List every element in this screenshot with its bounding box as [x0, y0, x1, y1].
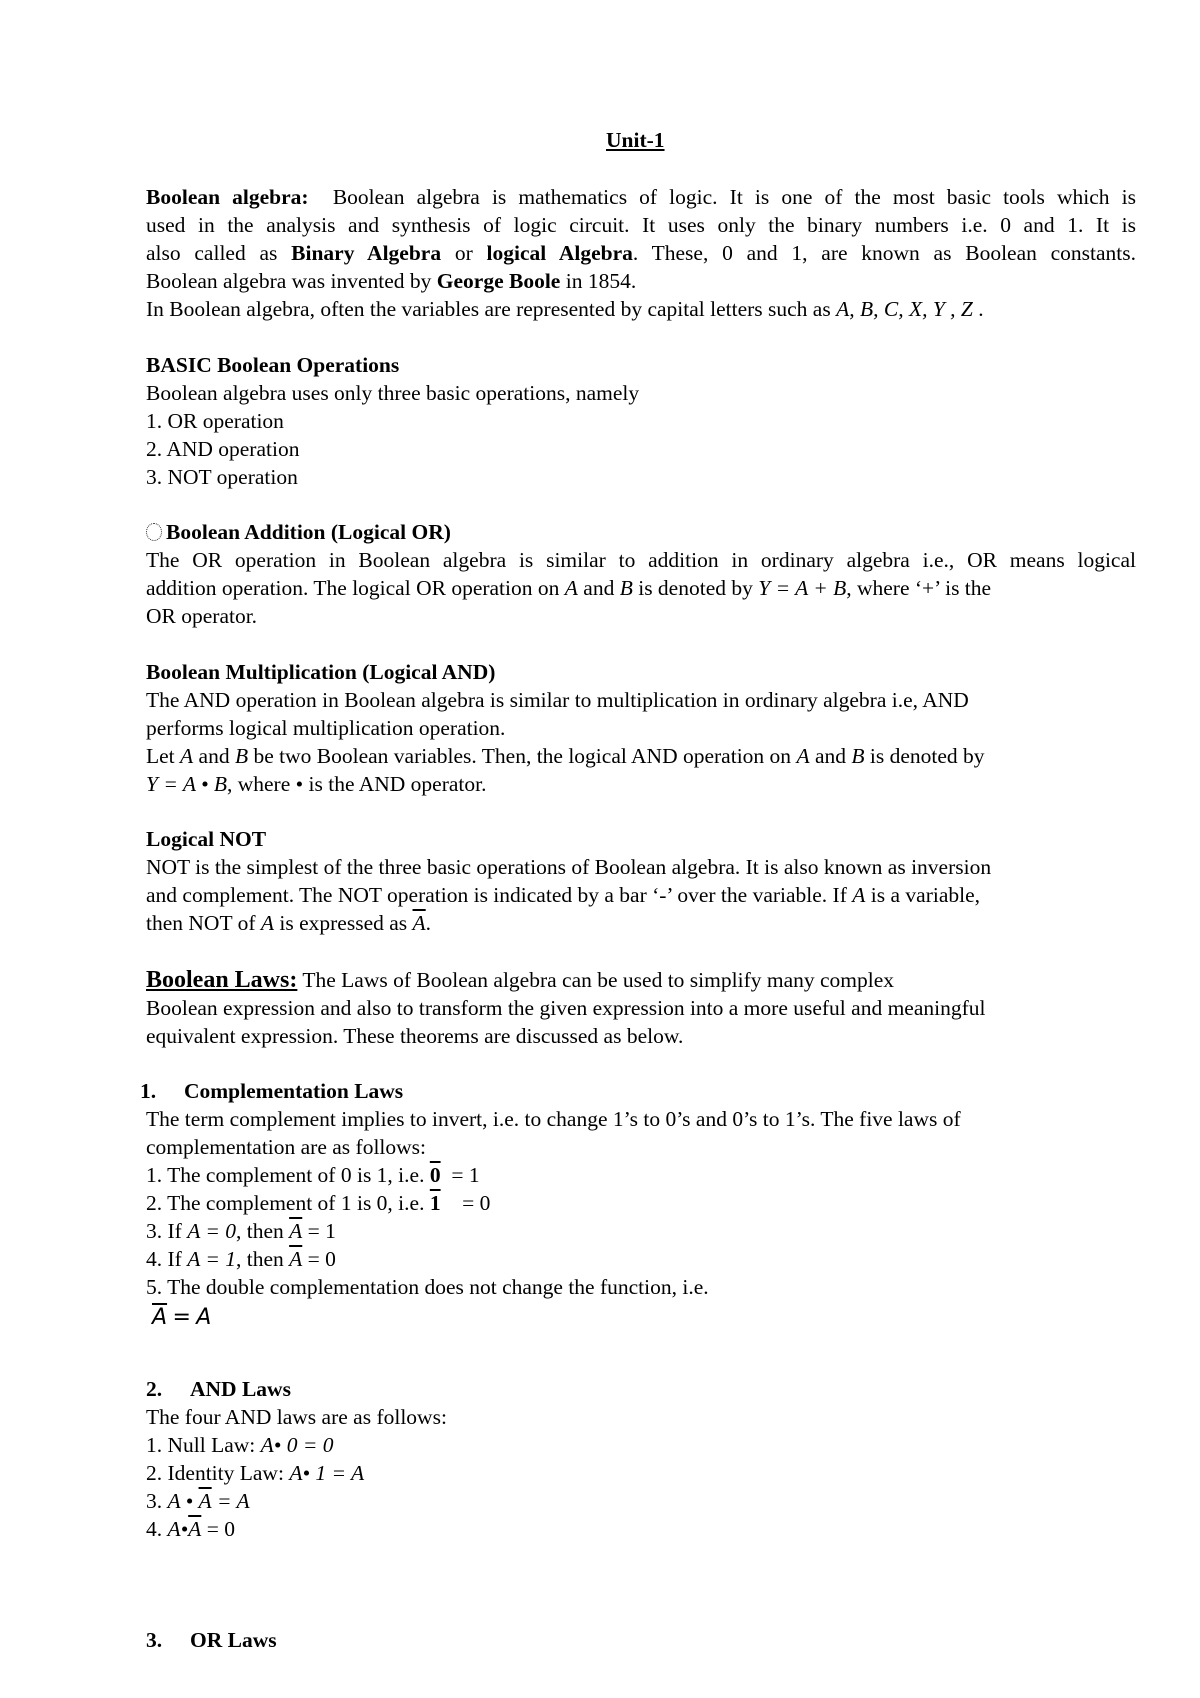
bool-mul-line-2: performs logical multiplication operation.: [146, 716, 506, 740]
and-laws-intro: The four AND laws are as follows:: [146, 1405, 447, 1429]
and-laws-item: 3. A • $\overline{A} = A$: [146, 1489, 250, 1513]
complementation-item: 5. The double complementation does not change the function, i.e.: [146, 1275, 709, 1299]
and-laws-heading: 2. AND Laws: [146, 1377, 291, 1401]
complementation-body: [146, 1105, 1136, 1332]
and-laws-item: 2. Identity Law: A• 1 = A: [146, 1461, 365, 1485]
logical-not-line-2: and complement. The NOT operation is indicated by a bar ‘-’ over the variable. If A is a variable,: [146, 883, 981, 907]
bool-mul-line-1: The AND operation in Boolean algebra is similar to multiplication in ordinary algebra i.e, AND: [146, 688, 969, 712]
double-complement-formula: $\overline{A} = A$: [152, 1305, 212, 1330]
intro-line-3: also called as Binary Algebra or logical Algebra. These, 0 and 1, are known as Boolean constants.: [146, 241, 1137, 265]
bool-add-section: [146, 518, 1136, 630]
and-laws-item: 1. Null Law: A• 0 = 0: [146, 1433, 334, 1457]
or-laws-heading: 3. OR Laws: [146, 1628, 277, 1652]
logical-not-line-3: then NOT of A is expressed as $\overline{A}$.: [146, 911, 432, 935]
complementation-heading: 1. Complementation Laws: [140, 1079, 404, 1103]
complementation-item: 1. The complement of 0 is 1, i.e. 0 = 1: [146, 1163, 480, 1187]
complementation-line-1: The term complement implies to invert, i.e. to change 1’s to 0’s and 0’s to 1’s. The five laws of: [146, 1107, 961, 1131]
bool-mul-line-4: Y = A • B, where • is the AND operator.: [146, 772, 487, 796]
bool-mul-section: [146, 658, 1136, 798]
intro-text-1: Boolean algebra is mathematics of logic. It is one of the most basic tools which is: [332, 185, 1137, 209]
boolean-laws-line-1: Boolean Laws: The Laws of Boolean algebra can be used to simplify many complex: [146, 967, 895, 993]
intro-heading: Boolean algebra:: [146, 185, 309, 209]
bool-add-heading: Boolean Addition (Logical OR): [146, 518, 1136, 546]
intro-line-5: In Boolean algebra, often the variables are represented by capital letters such as A, B, C, X, Y , Z .: [146, 297, 984, 321]
bool-mul-heading: Boolean Multiplication (Logical AND): [146, 660, 496, 684]
complementation-section: [140, 1077, 1130, 1105]
logical-not-line-1: NOT is the simplest of the three basic operations of Boolean algebra. It is also known as inversion: [146, 855, 992, 879]
basic-ops-intro: Boolean algebra uses only three basic operations, namely: [146, 381, 640, 405]
intro-line-1: [146, 183, 1136, 211]
complementation-line-2: complementation are as follows:: [146, 1135, 427, 1159]
intro-line-4: Boolean algebra was invented by George Boole in 1854.: [146, 269, 637, 293]
placeholder-circle-icon: [146, 523, 162, 541]
or-laws-section: [146, 1626, 1136, 1654]
page-title: Unit-1: [606, 128, 665, 152]
intro-line-2: used in the analysis and synthesis of logic circuit. It uses only the binary numbers i.e. 0 and 1. It is: [146, 213, 1136, 237]
complementation-item: 2. The complement of 1 is 0, i.e. 1 = 0: [146, 1191, 491, 1215]
bool-add-line-2: addition operation. The logical OR operation on A and B is denoted by Y = A + B, where ‘+’ is the: [146, 576, 992, 600]
complementation-item: 4. If A = 1, then $\overline{A} = 0$: [146, 1247, 336, 1271]
bool-add-line-3: OR operator.: [146, 604, 258, 628]
boolean-laws-heading: Boolean Laws:: [146, 967, 298, 993]
intro-section: [146, 183, 1136, 323]
boolean-laws-line-2: Boolean expression and also to transform the given expression into a more useful and meaningful: [146, 996, 986, 1020]
basic-ops-section: [146, 351, 1136, 491]
bool-mul-line-3: Let A and B be two Boolean variables. Then, the logical AND operation on A and B is denoted by: [146, 744, 985, 768]
and-laws-item: 4. $A•\overline{A} = 0$: [146, 1517, 235, 1541]
bool-add-line-1: The OR operation in Boolean algebra is similar to addition in ordinary algebra i.e., OR means logical: [146, 548, 1136, 572]
boolean-laws-section: [146, 966, 1136, 1050]
basic-ops-item: 3. NOT operation: [146, 465, 298, 489]
boolean-laws-line-3: equivalent expression. These theorems are discussed as below.: [146, 1024, 684, 1048]
basic-ops-item: 1. OR operation: [146, 409, 284, 433]
basic-ops-heading: BASIC Boolean Operations: [146, 353, 400, 377]
complementation-item: 3. If A = 0, then $\overline{A} = 1$: [146, 1219, 336, 1243]
and-laws-section: [146, 1375, 1136, 1543]
logical-not-section: [146, 825, 1136, 937]
basic-ops-item: 2. AND operation: [146, 437, 300, 461]
logical-not-heading: Logical NOT: [146, 827, 267, 851]
